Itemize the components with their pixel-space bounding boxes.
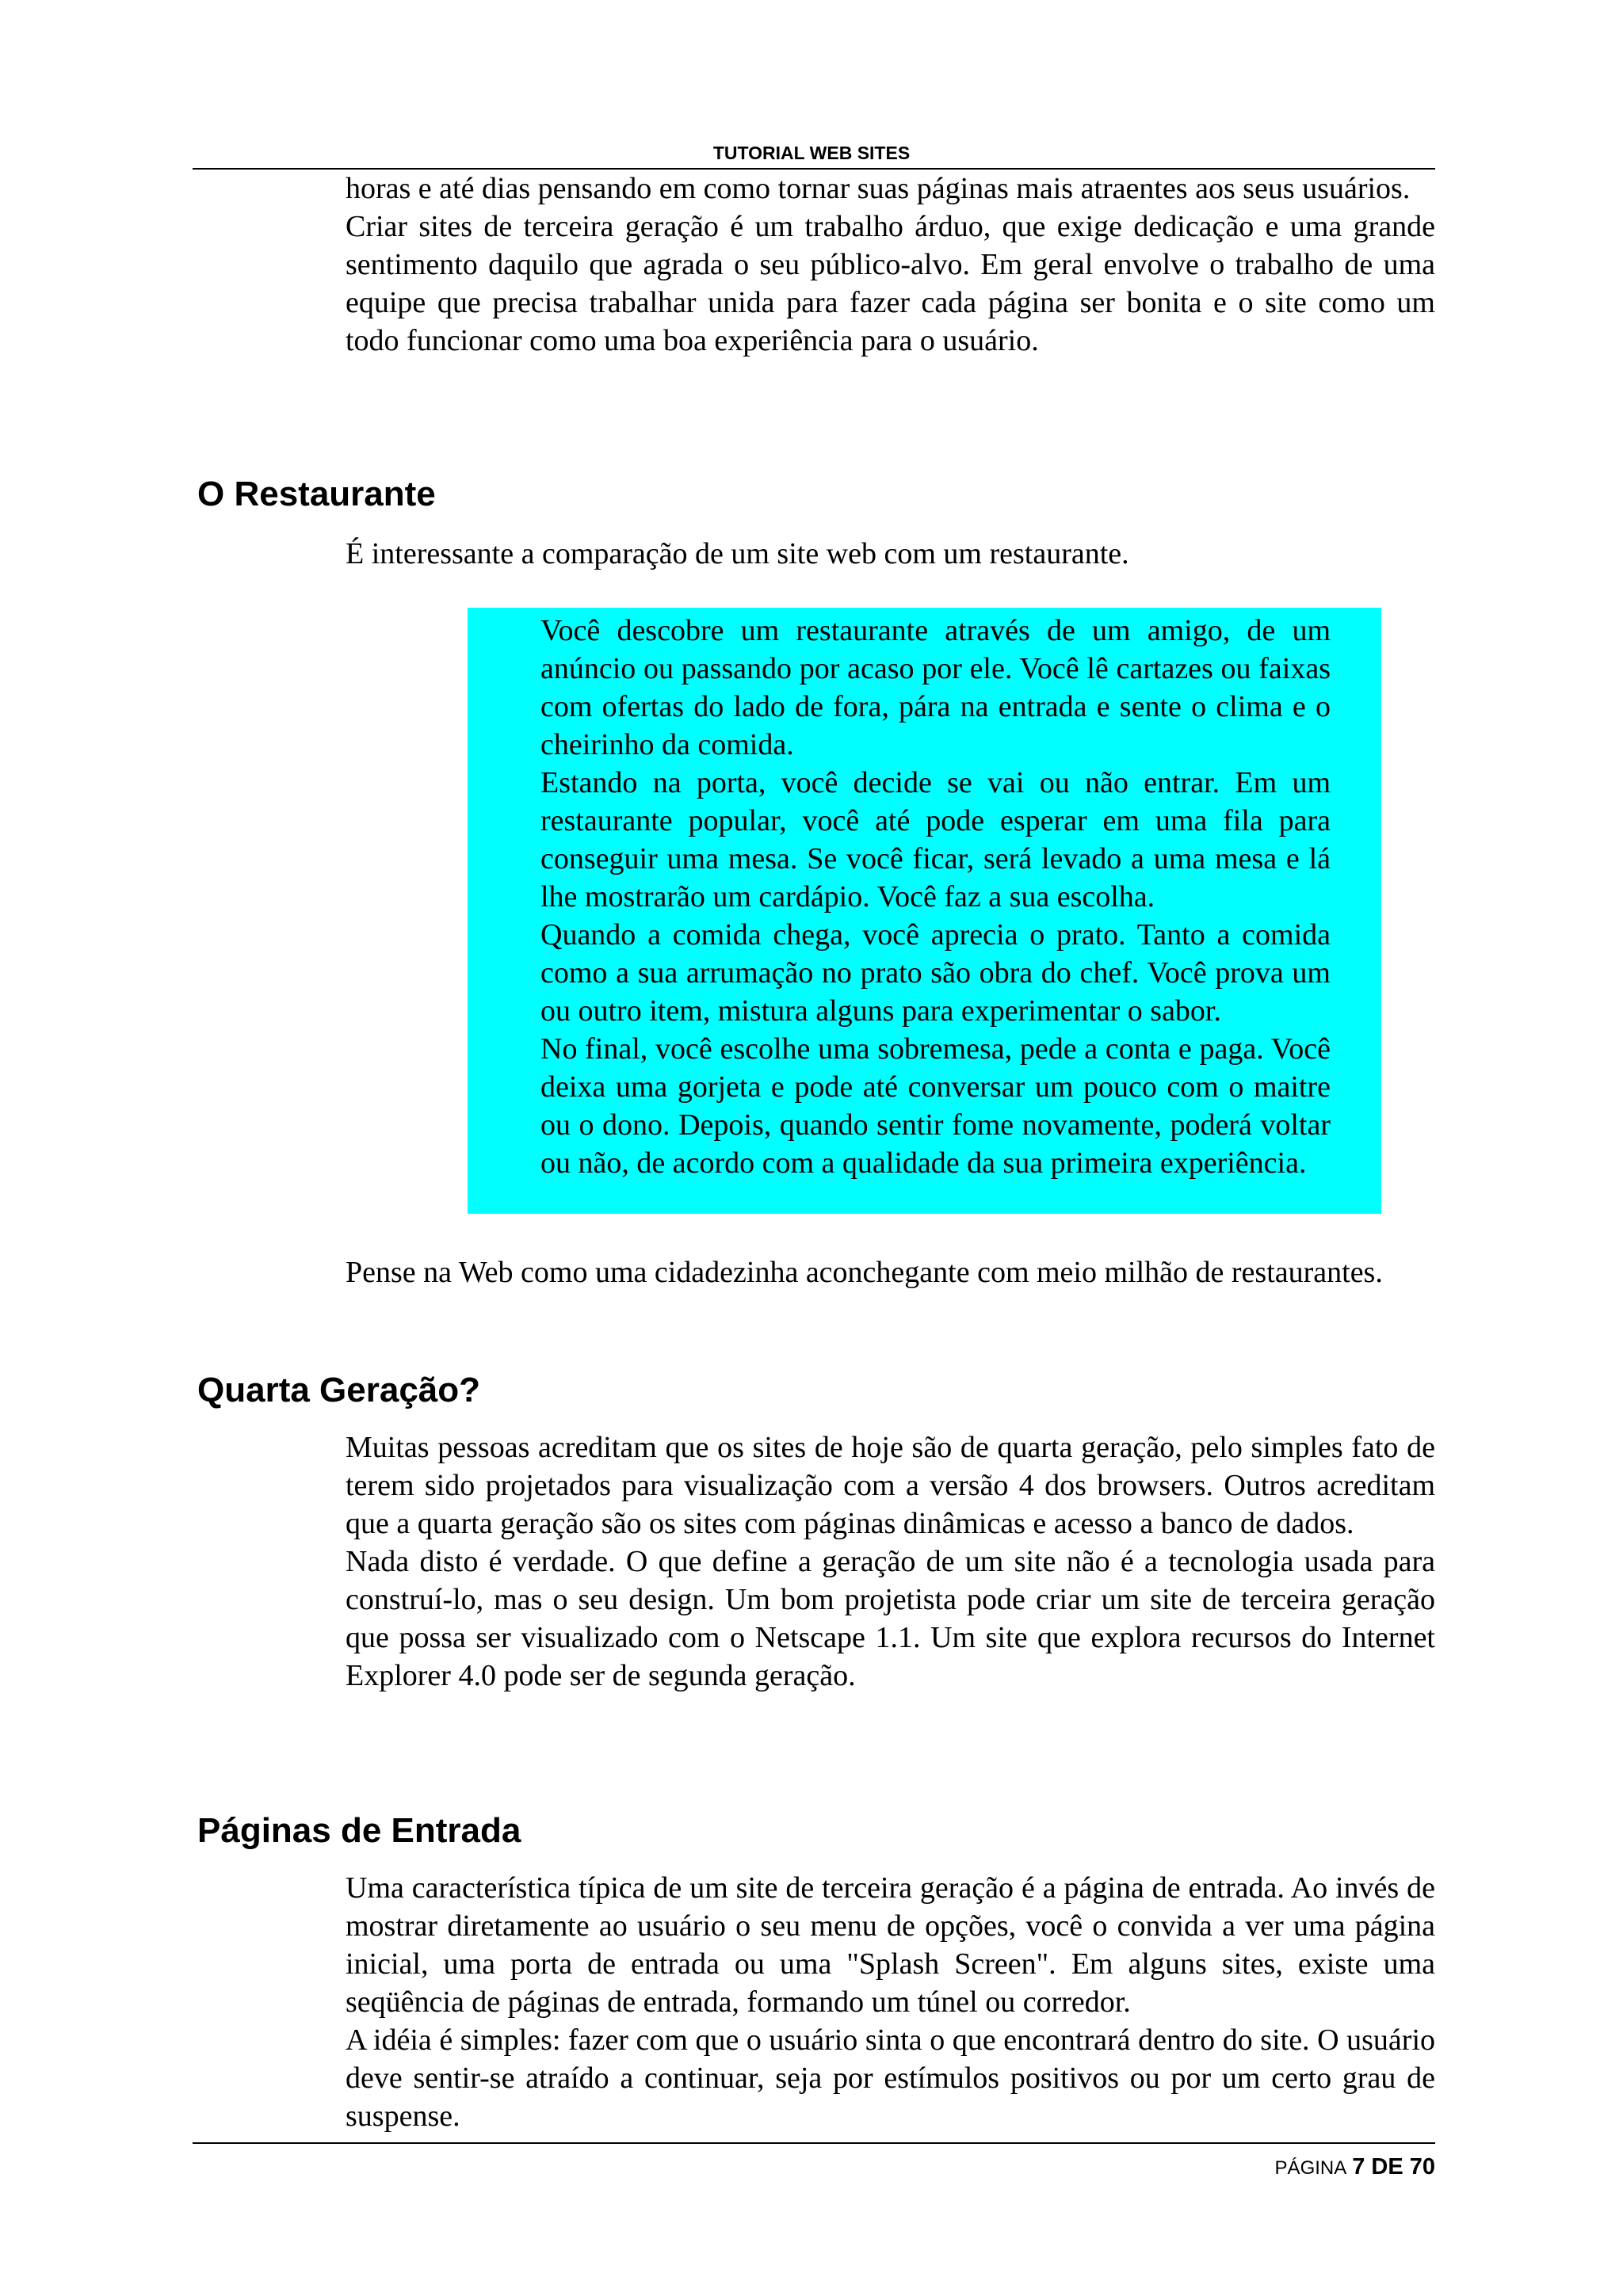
restaurante-intro bbox=[346, 535, 1435, 573]
restaurante-closing-paragraph: Pense na Web como uma cidadezinha aconchegante com meio milhão de restaurantes. bbox=[346, 1256, 1383, 1289]
callout-paragraph-2: Estando na porta, você decide se vai ou não entrar. Em um restaurante popular, você até pode esperar em uma fila para conseguir uma mesa. Se você ficar, será levado a uma mesa e lá lhe mostrarão um cardápio. Você faz a sua escolha. bbox=[540, 766, 1331, 913]
footer-rule bbox=[193, 2142, 1435, 2144]
page-label: PÁGINA bbox=[1274, 2157, 1347, 2179]
entrada-paragraph-2: A idéia é simples: fazer com que o usuário sinta o que encontrará dentro do site. O usuário deve sentir-se atraído a continuar, seja por estímulos positivos ou por um certo grau de suspense. bbox=[346, 2023, 1435, 2133]
intro-text bbox=[346, 170, 1435, 360]
callout-text bbox=[540, 612, 1331, 1182]
page-number: 7 DE 70 bbox=[1352, 2154, 1435, 2180]
entrada-text bbox=[346, 1869, 1435, 2135]
heading-o-restaurante: O Restaurante bbox=[197, 475, 436, 513]
running-header: TUTORIAL WEB SITES bbox=[712, 143, 911, 163]
intro-paragraph-1: horas e até dias pensando em como tornar suas páginas mais atraentes aos seus usuários. bbox=[346, 172, 1411, 205]
restaurant-callout-box bbox=[468, 608, 1381, 1214]
page-footer bbox=[1275, 2154, 1435, 2181]
heading-paginas-de-entrada: Páginas de Entrada bbox=[197, 1811, 521, 1850]
quarta-paragraph-2: Nada disto é verdade. O que define a geração de um site não é a tecnologia usada para construí-lo, mas o seu design. Um bom projetista pode criar um site de terceira geração que possa ser visualizado com o Netscape 1.1. Um site que explora recursos do Internet Explorer 4.0 pode ser de segunda geração. bbox=[346, 1545, 1435, 1692]
entrada-paragraph-1: Uma característica típica de um site de terceira geração é a página de entrada. Ao invés de mostrar diretamente ao usuário o seu menu de opções, você o convida a ver uma página inicial, uma porta de entrada ou uma "Splash Screen". Em alguns sites, existe uma seqüência de páginas de entrada, formando um túnel ou corredor. bbox=[346, 1871, 1435, 2019]
callout-paragraph-4: No final, você escolhe uma sobremesa, pede a conta e paga. Você deixa uma gorjeta e pode até conversar um pouco com o maitre ou o dono. Depois, quando sentir fome novamente, poderá voltar ou não, de acordo com a qualidade da sua primeira experiência. bbox=[540, 1032, 1331, 1180]
restaurante-closing bbox=[346, 1253, 1435, 1291]
callout-paragraph-3: Quando a comida chega, você aprecia o prato. Tanto a comida como a sua arrumação no prato são obra do chef. Você prova um ou outro item, mistura alguns para experimentar o sabor. bbox=[540, 918, 1331, 1028]
quarta-paragraph-1: Muitas pessoas acreditam que os sites de hoje são de quarta geração, pelo simples fato de terem sido projetados para visualização com a versão 4 dos browsers. Outros acreditam que a quarta geração são os sites com páginas dinâmicas e acesso a banco de dados. bbox=[346, 1431, 1435, 1540]
quarta-text bbox=[346, 1428, 1435, 1695]
restaurante-intro-paragraph: É interessante a comparação de um site web com um restaurante. bbox=[346, 537, 1129, 570]
heading-quarta-geracao: Quarta Geração? bbox=[197, 1371, 481, 1409]
callout-paragraph-1: Você descobre um restaurante através de um amigo, de um anúncio ou passando por acaso por ele. Você lê cartazes ou faixas com ofertas do lado de fora, pára na entrada e sente o clima e o cheirinho da comida. bbox=[540, 614, 1331, 761]
intro-paragraph-2: Criar sites de terceira geração é um trabalho árduo, que exige dedicação e uma grande sentimento daquilo que agrada o seu público-alvo. Em geral envolve o trabalho de uma equipe que precisa trabalhar unida para fazer cada página ser bonita e o site como um todo funcionar como uma boa experiência para o usuário. bbox=[346, 210, 1435, 357]
